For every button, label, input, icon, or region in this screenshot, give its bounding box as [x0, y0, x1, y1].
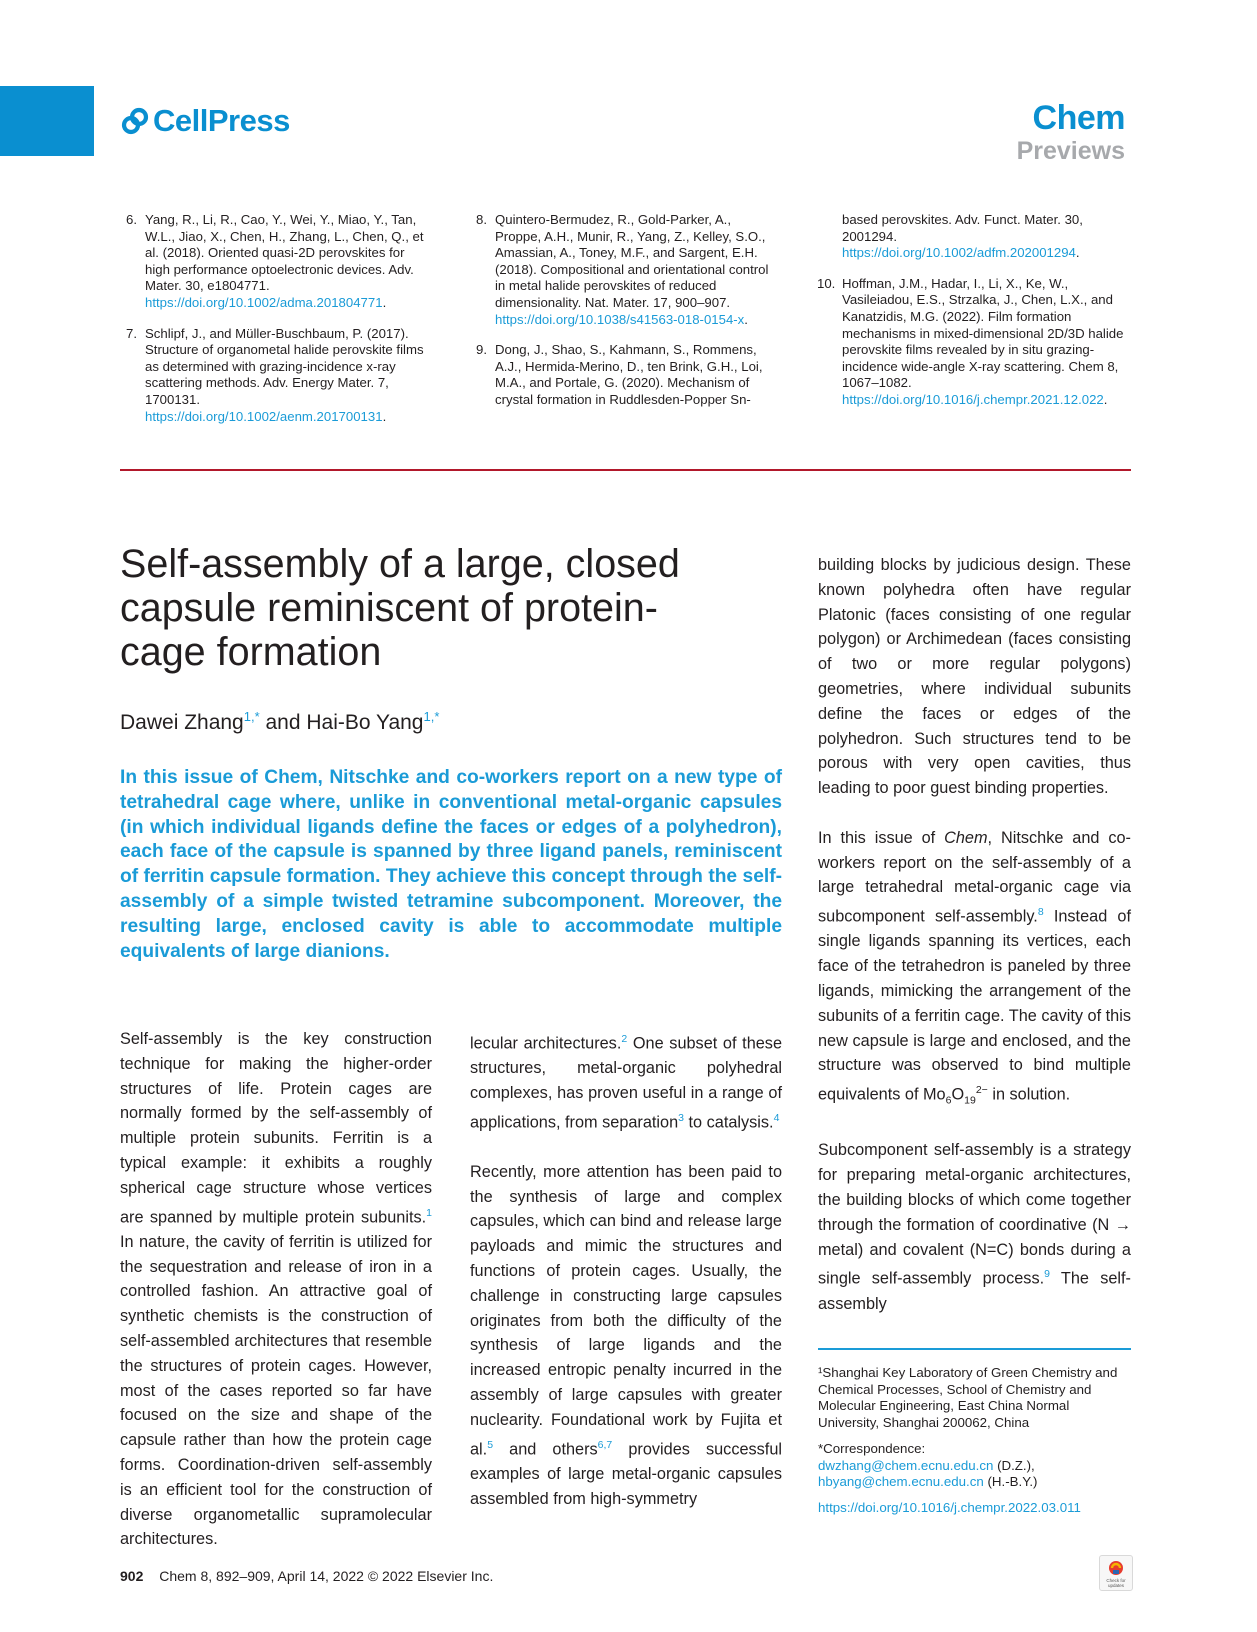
header-accent-bar: [0, 86, 94, 156]
reference-number: 10.: [817, 275, 836, 291]
citation-link[interactable]: 5: [487, 1438, 494, 1451]
body-paragraph: [818, 553, 1131, 801]
body-text: Recently, more attention has been paid to the synthesis of large and complex capsules, which can bind and release large payloads and mimic the structures and functions of protein cages. Usually, the challenge in constructing large capsules originates from both the difficulty of the synthesis of large ligands and the increased entropic penalty incurred in the assembly of large capsules with greater nuclearity. Foundational work by Fujita et al.: [470, 1162, 782, 1459]
formula-element: O: [951, 1085, 965, 1104]
doi-link[interactable]: https://doi.org/10.1016/j.chempr.2022.03.011: [818, 1499, 1081, 1515]
reference-column-3: [817, 212, 1127, 423]
reference-link[interactable]: https://doi.org/10.1002/adma.201804771: [145, 294, 383, 310]
body-paragraph: [120, 1027, 432, 1552]
author-affiliation-mark[interactable]: 1,*: [423, 709, 440, 724]
body-text: Instead of single ligands spanning its vertices, each face of the tetrahedron is paneled by three ligands, mimicking the arrangement of the subunits of a ferritin cage. The cavity of this new capsule is large and enclosed, and the structure was observed to bind multiple equivalents of Mo: [818, 907, 1131, 1104]
reference-item: 6. Yang, R., Li, R., Cao, Y., Wei, Y., Miao, Y., Tan, W.L., Jiao, X., Chen, H., Zhang, L., Chen, Q., et al. (2018). Oriented quasi-2D perovskites for high performance optoelectronic devices. Adv. Mater. 30, e1804771. https://doi.org/10.1002/adma.201804771.: [126, 212, 424, 310]
body-text: In this issue of: [818, 828, 945, 847]
reference-link[interactable]: https://doi.org/10.1002/aenm.201700131: [145, 408, 383, 424]
author-name: Dawei Zhang: [120, 711, 244, 734]
reference-link[interactable]: https://doi.org/10.1016/j.chempr.2021.12.022: [842, 391, 1104, 407]
body-text: in solution.: [987, 1085, 1071, 1104]
correspondence: [818, 1441, 1131, 1491]
email-link[interactable]: hbyang@chem.ecnu.edu.cn: [818, 1474, 984, 1490]
body-text: provides successful examples of large metal-organic capsules assembled from high-symmetry: [470, 1440, 782, 1508]
cellpress-logo[interactable]: [120, 104, 290, 138]
reference-item: 10. Hoffman, J.M., Hadar, I., Li, X., Ke, W., Vasileiadou, E.S., Strzalka, J., Chen, L.X., and Kanatzidis, M.G. (2022). Film formation mechanisms in mixed-dimensional 2D/3D halide perovskite films revealed by in situ grazing-incidence wide-angle X-ray scattering. Chem 8, 1067–1082. https://doi.org/10.1016/j.chempr.2021.12.022.: [817, 275, 1124, 407]
reference-number: 9.: [476, 342, 487, 358]
reference-text: based perovskites. Adv. Funct. Mater. 30, 2001294.: [842, 212, 1083, 244]
article-title: Self-assembly of a large, closed capsule reminiscent of protein-cage formation: [120, 542, 680, 674]
reference-column-2: [470, 212, 780, 423]
article-abstract: In this issue of Chem, Nitschke and co-workers report on a new type of tetrahedral cage where, unlike in conventional metal-organic capsules (in which individual ligands define the faces or edges of a polyhedron), each face of the capsule is spanned by three ligand panels, reminiscent of ferritin capsule formation. They achieve this concept through the self-assembly of a simple twisted tetramine subcomponent. Moreover, the resulting large, enclosed cavity is able to accommodate multiple equivalents of large dianions.: [120, 767, 782, 962]
author-name: Hai-Bo Yang: [306, 711, 424, 734]
body-text: to catalysis.: [684, 1113, 774, 1132]
citation-link[interactable]: 8: [1037, 906, 1044, 919]
reference-link[interactable]: https://doi.org/10.1002/adfm.202001294: [842, 245, 1076, 261]
body-text: and others: [493, 1440, 598, 1459]
author-line: [120, 704, 439, 736]
check-for-updates-badge[interactable]: [1099, 1555, 1133, 1591]
journal-name: Chem: [1032, 99, 1125, 137]
body-paragraph: [818, 1138, 1131, 1316]
cellpress-logo-icon: [120, 106, 150, 136]
section-divider: [120, 469, 1131, 471]
reference-item: 7. Schlipf, J., and Müller-Buschbaum, P. (2017). Structure of organometal halide perovskite films as determined with grazing-incidence x-ray scattering methods. Adv. Energy Mater. 7, 1700131. https://doi.org/10.1002/aenm.201700131.: [126, 325, 424, 424]
body-text: In nature, the cavity of ferritin is utilized for the sequestration and release of iron in a controlled fashion. An attractive goal of synthetic chemists is the construction of self-assembled architectures that resemble the structures of protein cages. However, most of the cases reported so far have focused on the size and shape of the capsule rather than how the protein cage forms. Coordination-driven self-assembly is an efficient tool for the construction of diverse organometallic supramolecular architectures.: [120, 1232, 432, 1549]
author-affiliation-mark[interactable]: 1,*: [243, 709, 260, 724]
email-owner: (D.Z.),: [993, 1457, 1035, 1473]
body-column-1: [120, 1027, 432, 1577]
citation-link[interactable]: 9: [1044, 1268, 1050, 1281]
reference-column-1: [120, 212, 430, 439]
citation-link[interactable]: 1: [426, 1206, 432, 1219]
reference-link[interactable]: https://doi.org/10.1038/s41563-018-0154-x: [495, 311, 745, 327]
email-link[interactable]: dwzhang@chem.ecnu.edu.cn: [818, 1457, 994, 1473]
formula-charge: 2−: [975, 1084, 988, 1097]
badge-label: Check for updates: [1106, 1578, 1126, 1588]
reference-text: Dong, J., Shao, S., Kahmann, S., Rommens, A.J., Hermida-Merino, D., ten Brink, G.H., Loi, M.A., and Portale, G. (2020). Mechanism of crystal formation in Ruddlesden-Popper Sn-: [495, 342, 763, 407]
author-separator: and: [259, 711, 307, 734]
body-paragraph: [470, 1160, 782, 1512]
reference-item-continued: based perovskites. Adv. Funct. Mater. 30, 2001294. https://doi.org/10.1002/adfm.202001294.: [842, 212, 1083, 261]
citation-link[interactable]: 6,7: [597, 1438, 613, 1451]
body-text: Self-assembly is the key construction technique for making the higher-order structures of life. Protein cages are normally formed by the self-assembly of multiple protein subunits. Ferritin is a typical example: it exhibits a roughly spherical cage structure whose vertices are spanned by multiple protein subunits.: [120, 1030, 432, 1226]
body-text: The self-assembly: [818, 1269, 1131, 1313]
reference-number: 6.: [126, 212, 137, 227]
section-name: Previews: [1016, 137, 1125, 165]
doi-line: [818, 1500, 1131, 1517]
reference-text: Yang, R., Li, R., Cao, Y., Wei, Y., Miao, Y., Tan, W.L., Jiao, X., Chen, H., Zhang, L., Chen, Q., et al. (2018). Oriented quasi-2D perovskites for high performance optoelectronic devices. Adv. Mater. 30, e1804771.: [145, 212, 424, 294]
formula-subscript: 6: [945, 1094, 952, 1107]
journal-header: [1017, 100, 1125, 166]
page-footer: [120, 1568, 493, 1584]
affiliation-text: ¹Shanghai Key Laboratory of Green Chemistry and Chemical Processes, School of Chemistry and Molecular Engineering, East China Normal University, Shanghai 200062, China: [818, 1365, 1118, 1431]
publisher-name: CellPress: [153, 103, 290, 138]
affiliation-block: [818, 1365, 1131, 1526]
affiliation-divider: [818, 1348, 1131, 1350]
journal-mention: Chem: [944, 828, 988, 847]
reference-text: Hoffman, J.M., Hadar, I., Li, X., Ke, W., Vasileiadou, E.S., Strzalka, J., Chen, L.X., and Kanatzidis, M.G. (2022). Film formation mechanisms in mixed-dimensional 2D/3D halide perovskite films revealed by in situ grazing-incidence wide-angle X-ray scattering. Chem 8, 1067–1082.: [842, 275, 1124, 391]
body-paragraph: [818, 826, 1131, 1114]
page-number: 902: [120, 1568, 144, 1584]
formula-subscript: 19: [964, 1094, 976, 1107]
reference-item: 8. Quintero-Bermudez, R., Gold-Parker, A., Proppe, A.H., Munir, R., Yang, Z., Kelley, S.O., Amassian, A., Toney, M.F., and Sargent, E.H. (2018). Compositional and orientational control in metal halide perovskites of reduced dimensionality. Nat. Mater. 17, 900–907. https://doi.org/10.1038/s41563-018-0154-x.: [476, 212, 769, 327]
citation-line: Chem 8, 892–909, April 14, 2022 © 2022 Elsevier Inc.: [159, 1568, 494, 1584]
reference-number: 7.: [126, 325, 137, 341]
body-text: lecular architectures.: [470, 1034, 622, 1053]
reference-text: Quintero-Bermudez, R., Gold-Parker, A., Proppe, A.H., Munir, R., Yang, Z., Kelley, S.O., Amassian, A., Toney, M.F., and Sargent, E.H. (2018). Compositional and orientational control in metal halide perovskites of reduced dimensionality. Nat. Mater. 17, 900–907.: [495, 212, 769, 310]
body-text: Subcomponent self-assembly is a strategy for preparing metal-organic architectures, the building blocks of which come together through the formation of coordinative (N → metal) and covalent (N=C) bonds during a single self-assembly process.: [818, 1141, 1131, 1288]
reference-text: Schlipf, J., and Müller-Buschbaum, P. (2017). Structure of organometal halide perovskite films as determined with grazing-incidence x-ray scattering methods. Adv. Energy Mater. 7, 1700131.: [145, 325, 424, 407]
body-column-3: [818, 553, 1131, 1341]
correspondence-label: *Correspondence:: [818, 1440, 926, 1456]
body-column-2: [470, 1027, 782, 1536]
body-text: , Nitschke and co-workers report on the self-assembly of a large tetrahedral metal-organic cage via subcomponent self-assembly.: [818, 828, 1131, 926]
citation-link[interactable]: 4: [773, 1111, 780, 1124]
reference-number: 8.: [476, 212, 487, 227]
reference-item: [470, 342, 780, 408]
citation-link[interactable]: 3: [678, 1111, 684, 1124]
body-text: building blocks by judicious design. These known polyhedra often have regular Platonic (faces consisting of one regular polygon) or Archimedean (faces consisting of two or more regular polygons) geometries, where individual subunits define the faces or edges of the polyhedron. Such structures tend to be porous with very open cavities, thus leading to poor guest binding properties.: [818, 556, 1131, 798]
body-text: One subset of these structures, metal-organic polyhedral complexes, has proven useful in a range of applications, from separation: [470, 1034, 782, 1132]
email-owner: (H.-B.Y.): [983, 1474, 1038, 1490]
citation-link[interactable]: 2: [621, 1033, 628, 1045]
body-paragraph: [470, 1027, 782, 1135]
